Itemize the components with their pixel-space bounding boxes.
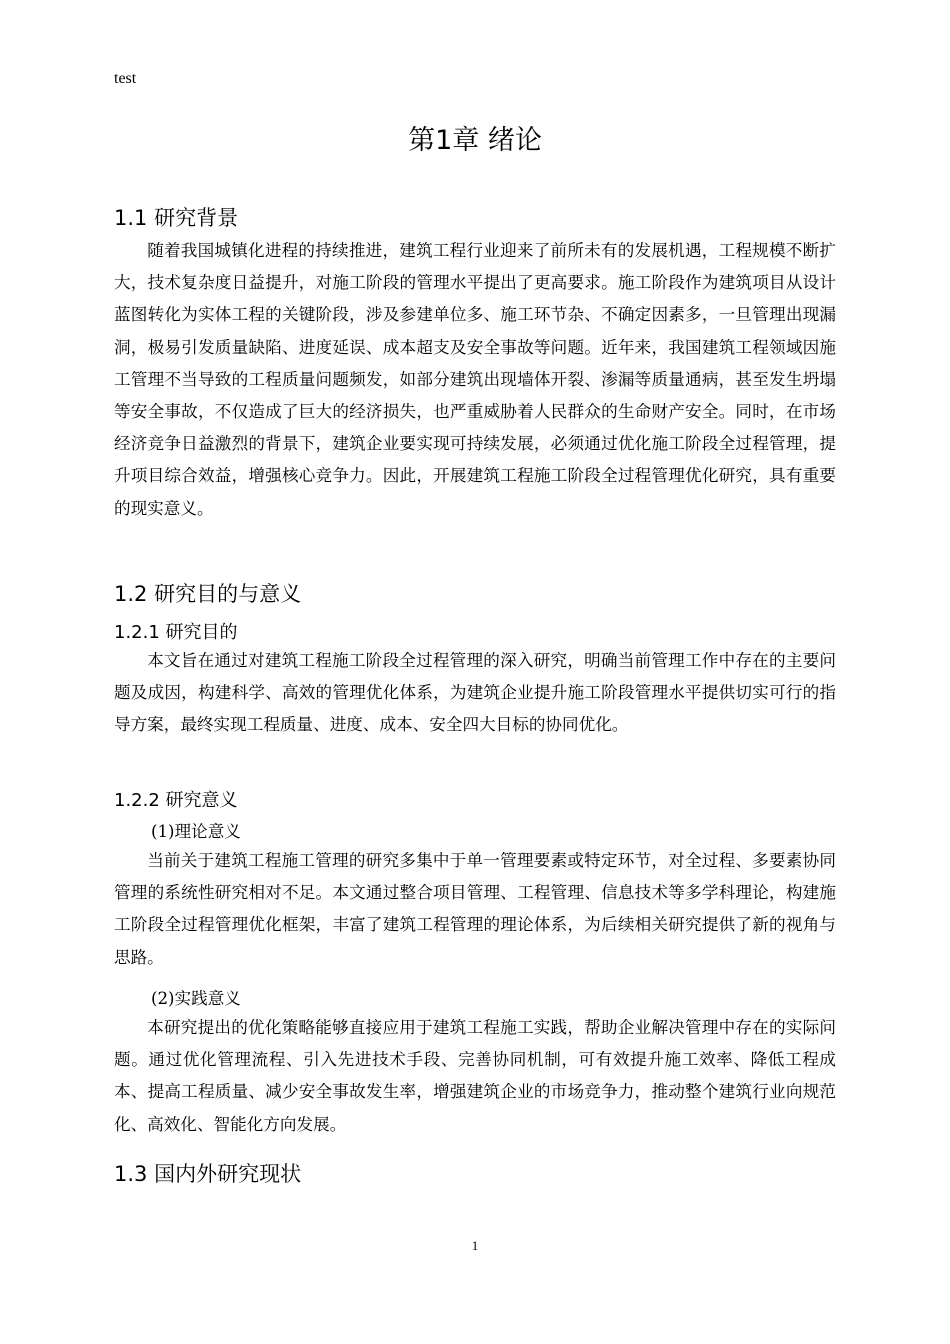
practice-significance-label: (2)实践意义 bbox=[151, 989, 241, 1008]
section-heading-1-2-2: 1.2.2 研究意义 bbox=[114, 790, 238, 811]
page-number: 1 bbox=[471, 1238, 479, 1253]
section-heading-1-1: 1.1 研究背景 bbox=[114, 206, 239, 230]
section-1-1-paragraph: 随着我国城镇化进程的持续推进，建筑工程行业迎来了前所未有的发展机遇，工程规模不断扩大，技术复杂度日益提升，对施工阶段的管理水平提出了更高要求。施工阶段作为建筑项目从设计蓝图转化为实体工程的关键阶段，涉及参建单位多、施工环节杂、不确定因素多，一旦管理出现漏洞，极易引发质量缺陷、进度延误、成本超支及安全事故等问题。近年来，我国建筑工程领域因施工管理不当导致的工程质量问题频发，如部分建筑出现墙体开裂、渗漏等质量通病，甚至发生坍塌等安全事故，不仅造成了巨大的经济损失，也严重威胁着人民群众的生命财产安全。同时，在市场经济竞争日益激烈的背景下，建筑企业要实现可持续发展，必须通过优化施工阶段全过程管理，提升项目综合效益，增强核心竞争力。因此，开展建筑工程施工阶段全过程管理优化研究，具有重要的现实意义。 bbox=[114, 241, 836, 518]
section-heading-1-3: 1.3 国内外研究现状 bbox=[114, 1162, 302, 1186]
theory-significance-label: (1)理论意义 bbox=[151, 822, 241, 841]
chapter-title: 第1章 绪论 bbox=[408, 125, 542, 156]
section-1-2-1-paragraph: 本文旨在通过对建筑工程施工阶段全过程管理的深入研究，明确当前管理工作中存在的主要问题及成因，构建科学、高效的管理优化体系，为建筑企业提升施工阶段管理水平提供切实可行的指导方案，最终实现工程质量、进度、成本、安全四大目标的协同优化。 bbox=[114, 651, 836, 735]
section-heading-1-2-1: 1.2.1 研究目的 bbox=[114, 622, 238, 643]
page-header: test bbox=[114, 70, 137, 87]
practice-significance-paragraph: 本研究提出的优化策略能够直接应用于建筑工程施工实践，帮助企业解决管理中存在的实际问题。通过优化管理流程、引入先进技术手段、完善协同机制，可有效提升施工效率、降低工程成本、提高工程质量、减少安全事故发生率，增强建筑企业的市场竞争力，推动整个建筑行业向规范化、高效化、智能化方向发展。 bbox=[114, 1018, 836, 1134]
theory-significance-paragraph: 当前关于建筑工程施工管理的研究多集中于单一管理要素或特定环节，对全过程、多要素协同管理的系统性研究相对不足。本文通过整合项目管理、工程管理、信息技术等多学科理论，构建施工阶段全过程管理优化框架，丰富了建筑工程管理的理论体系，为后续相关研究提供了新的视角与思路。 bbox=[114, 851, 836, 967]
section-heading-1-2: 1.2 研究目的与意义 bbox=[114, 582, 302, 606]
